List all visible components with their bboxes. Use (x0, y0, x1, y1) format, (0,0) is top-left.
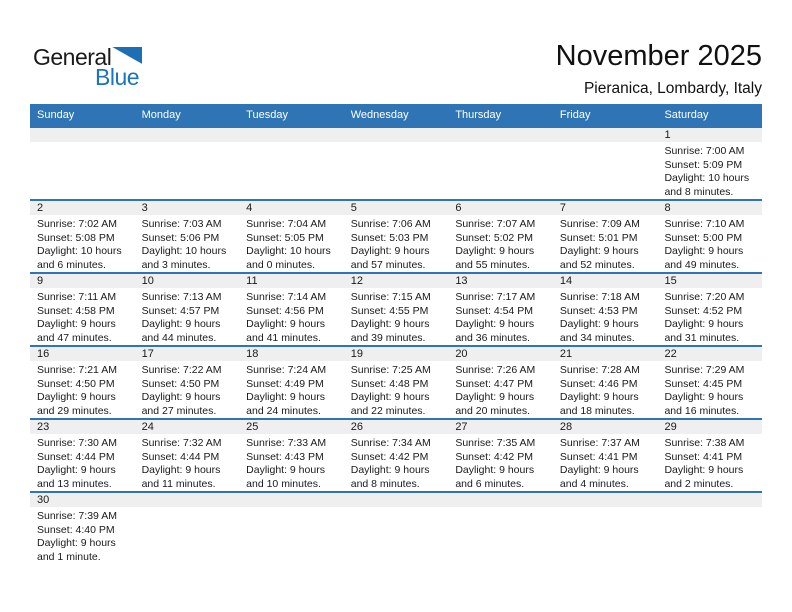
day-detail-line: Sunset: 4:42 PM (350, 450, 429, 463)
day-cell-7-details (553, 215, 658, 272)
day-number-22: 22 (664, 348, 677, 360)
day-number-11: 11 (246, 275, 258, 287)
day-detail-line: Sunset: 4:58 PM (37, 304, 115, 317)
weekday-header-friday: Friday (559, 109, 591, 121)
day-detail-line: Sunrise: 7:03 AM (141, 218, 222, 230)
day-number-band (30, 128, 762, 142)
day-number-16: 16 (37, 348, 50, 360)
day-detail-line: and 10 minutes. (246, 478, 321, 491)
day-details-band (30, 507, 762, 564)
day-detail-line: Sunrise: 7:11 AM (37, 291, 117, 303)
day-detail-line: Sunrise: 7:02 AM (37, 218, 117, 230)
day-detail-line: Sunset: 4:56 PM (246, 304, 324, 317)
day-detail-line: Daylight: 9 hours (350, 245, 430, 258)
logo-text-blue: Blue (95, 64, 140, 90)
day-detail-line: Sunset: 4:41 PM (559, 450, 638, 463)
day-number-empty (448, 493, 553, 507)
day-detail-line: Sunset: 4:49 PM (246, 377, 324, 390)
day-cell-empty (239, 142, 344, 199)
day-detail-line: Daylight: 9 hours (246, 318, 325, 331)
day-cell-empty (344, 507, 449, 564)
day-detail-line: Sunset: 4:45 PM (664, 377, 743, 390)
day-detail-line: Sunset: 4:57 PM (141, 304, 220, 317)
day-number-19: 19 (350, 348, 363, 360)
day-detail-line: and 0 minutes. (246, 259, 316, 272)
day-cell-16-details (30, 361, 135, 418)
day-detail-line: Daylight: 9 hours (455, 318, 535, 331)
day-number-26: 26 (350, 421, 363, 433)
day-detail-line: Daylight: 9 hours (664, 464, 744, 477)
day-detail-line: Sunset: 4:55 PM (350, 304, 429, 317)
day-cell-15-details (657, 288, 762, 345)
day-detail-line: Sunset: 4:54 PM (455, 304, 533, 317)
day-number-band (30, 347, 762, 361)
day-detail-line: Daylight: 10 hours (664, 172, 750, 185)
day-detail-line: Daylight: 9 hours (664, 245, 744, 258)
day-number-24: 24 (141, 421, 154, 433)
day-number-12: 12 (350, 275, 363, 287)
day-detail-line: Daylight: 10 hours (141, 245, 227, 258)
day-number-20: 20 (455, 348, 468, 360)
day-number-29: 29 (664, 421, 677, 433)
day-detail-line: and 8 minutes. (664, 186, 734, 199)
day-detail-line: Sunrise: 7:15 AM (350, 291, 431, 303)
weekday-header-wednesday: Wednesday (350, 109, 409, 121)
day-detail-line: and 6 minutes. (37, 259, 106, 272)
day-number-17: 17 (141, 348, 154, 360)
day-detail-line: Daylight: 9 hours (246, 464, 325, 477)
day-detail-line: Sunset: 5:06 PM (141, 231, 220, 244)
day-number-empty (239, 493, 344, 507)
calendar-grid (30, 104, 762, 564)
day-detail-line: Daylight: 10 hours (37, 245, 122, 258)
day-cell-23-details (30, 434, 135, 491)
general-blue-logo (33, 44, 142, 91)
day-number-2: 2 (37, 202, 44, 214)
day-detail-line: and 31 minutes. (664, 332, 740, 345)
day-detail-line: Sunset: 4:40 PM (37, 523, 115, 536)
day-detail-line: and 36 minutes. (455, 332, 531, 345)
day-number-21: 21 (559, 348, 573, 360)
day-detail-line: Sunset: 4:48 PM (350, 377, 429, 390)
day-detail-line: Sunset: 4:47 PM (455, 377, 533, 390)
day-cell-1-details (657, 142, 762, 199)
day-detail-line: Sunset: 4:53 PM (559, 304, 638, 317)
day-number-27: 27 (455, 421, 468, 433)
day-detail-line: Sunset: 4:44 PM (37, 450, 115, 463)
day-detail-line: Sunset: 5:03 PM (350, 231, 429, 244)
day-cell-empty (135, 507, 240, 564)
day-number-10: 10 (141, 275, 154, 287)
day-detail-line: Sunset: 5:09 PM (664, 158, 743, 171)
day-number-13: 13 (455, 275, 468, 287)
day-detail-line: and 11 minutes. (141, 478, 216, 491)
day-number-5: 5 (350, 202, 357, 214)
day-detail-line: Daylight: 9 hours (37, 391, 116, 404)
day-detail-line: and 57 minutes. (350, 259, 426, 272)
day-detail-line: Sunset: 5:00 PM (664, 231, 743, 244)
logo-text-general: General (33, 44, 112, 70)
day-cell-empty (448, 142, 553, 199)
location-subtitle: Pieranica, Lombardy, Italy (583, 80, 762, 97)
weekday-header-sunday: Sunday (37, 109, 75, 121)
day-detail-line: Sunset: 4:41 PM (664, 450, 743, 463)
day-cell-3-details (135, 215, 240, 272)
day-cell-18-details (239, 361, 344, 418)
day-number-7: 7 (559, 202, 567, 214)
day-cell-9-details (30, 288, 135, 345)
calendar-weeks (30, 126, 762, 564)
day-details-band (30, 434, 762, 491)
day-detail-line: and 44 minutes. (141, 332, 217, 345)
day-number-band (30, 420, 762, 434)
day-detail-line: Sunset: 5:01 PM (559, 231, 638, 244)
day-number-empty (657, 493, 762, 507)
day-detail-line: Daylight: 9 hours (455, 245, 535, 258)
day-number-empty (553, 493, 658, 507)
day-detail-line: Sunrise: 7:25 AM (350, 364, 431, 376)
day-cell-8-details (657, 215, 762, 272)
weekday-header-monday: Monday (141, 109, 181, 121)
day-number-empty (344, 493, 449, 507)
day-detail-line: and 4 minutes. (559, 478, 629, 491)
day-number-band (30, 493, 762, 507)
day-number-28: 28 (559, 421, 573, 433)
day-detail-line: and 1 minute. (37, 551, 101, 564)
day-detail-line: and 39 minutes. (350, 332, 426, 345)
day-number-18: 18 (246, 348, 259, 360)
day-detail-line: and 29 minutes. (37, 405, 112, 418)
day-cell-19-details (344, 361, 449, 418)
day-cell-30-details (30, 507, 135, 564)
day-detail-line: Daylight: 9 hours (141, 391, 221, 404)
day-detail-line: Daylight: 9 hours (350, 391, 430, 404)
week-row (30, 199, 762, 272)
day-detail-line: and 8 minutes. (350, 478, 420, 491)
day-detail-line: and 55 minutes. (455, 259, 531, 272)
day-detail-line: Sunrise: 7:07 AM (455, 218, 536, 230)
day-cell-29-details (657, 434, 762, 491)
day-cell-10-details (135, 288, 240, 345)
day-number-empty (448, 128, 553, 142)
day-detail-line: Sunrise: 7:09 AM (559, 218, 640, 230)
day-detail-line: Sunset: 4:44 PM (141, 450, 220, 463)
day-cell-22-details (657, 361, 762, 418)
day-detail-line: and 3 minutes. (141, 259, 211, 272)
title-block (556, 40, 762, 98)
day-detail-line: and 16 minutes. (664, 405, 740, 418)
day-number-9: 9 (37, 275, 44, 287)
day-detail-line: and 47 minutes. (37, 332, 112, 345)
weekday-header-tuesday: Tuesday (246, 109, 288, 121)
day-detail-line: Daylight: 9 hours (664, 318, 744, 331)
day-detail-line: and 24 minutes. (246, 405, 321, 418)
day-detail-line: Sunrise: 7:29 AM (664, 364, 745, 376)
day-detail-line: Sunrise: 7:10 AM (664, 218, 745, 230)
day-detail-line: Sunrise: 7:17 AM (455, 291, 536, 303)
week-row (30, 126, 762, 199)
day-detail-line: Daylight: 10 hours (246, 245, 331, 258)
day-detail-line: Sunrise: 7:24 AM (246, 364, 327, 376)
day-cell-empty (30, 142, 135, 199)
day-detail-line: Sunset: 4:52 PM (664, 304, 743, 317)
day-detail-line: Daylight: 9 hours (37, 464, 116, 477)
day-detail-line: Sunrise: 7:14 AM (246, 291, 327, 303)
day-number-4: 4 (246, 202, 253, 214)
day-cell-empty (135, 142, 240, 199)
day-cell-13-details (448, 288, 553, 345)
day-number-8: 8 (664, 202, 671, 214)
day-detail-line: and 49 minutes. (664, 259, 740, 272)
day-details-band (30, 215, 762, 272)
weekday-header-thursday: Thursday (455, 109, 502, 121)
day-cell-11-details (239, 288, 344, 345)
day-detail-line: Daylight: 9 hours (246, 391, 325, 404)
day-detail-line: Daylight: 9 hours (37, 318, 116, 331)
week-row (30, 345, 762, 418)
day-detail-line: Daylight: 9 hours (664, 391, 744, 404)
day-number-30: 30 (37, 494, 50, 506)
day-cell-empty (657, 507, 762, 564)
day-number-empty (30, 128, 135, 142)
day-number-1: 1 (664, 129, 671, 141)
day-cell-28-details (553, 434, 658, 491)
day-detail-line: Sunset: 5:02 PM (455, 231, 533, 244)
week-row (30, 418, 762, 491)
day-cell-12-details (344, 288, 449, 345)
day-detail-line: Sunset: 4:42 PM (455, 450, 533, 463)
day-detail-line: Daylight: 9 hours (559, 391, 639, 404)
day-detail-line: Sunrise: 7:13 AM (141, 291, 222, 303)
day-detail-line: Sunrise: 7:26 AM (455, 364, 536, 376)
day-details-band (30, 288, 762, 345)
day-number-23: 23 (37, 421, 50, 433)
day-detail-line: Sunrise: 7:34 AM (350, 437, 431, 449)
day-detail-line: and 22 minutes. (350, 405, 426, 418)
day-detail-line: Daylight: 9 hours (37, 537, 116, 550)
day-detail-line: and 18 minutes. (559, 405, 635, 418)
day-detail-line: Sunrise: 7:06 AM (350, 218, 431, 230)
day-cell-20-details (448, 361, 553, 418)
day-detail-line: Sunrise: 7:38 AM (664, 437, 745, 449)
month-title: November 2025 (555, 40, 762, 72)
day-cell-empty (448, 507, 553, 564)
day-detail-line: and 52 minutes. (559, 259, 635, 272)
day-detail-line: Sunrise: 7:37 AM (559, 437, 640, 449)
weekday-header-saturday: Saturday (664, 109, 709, 121)
day-detail-line: Daylight: 9 hours (559, 245, 639, 258)
day-detail-line: Daylight: 9 hours (141, 464, 221, 477)
day-detail-line: Sunrise: 7:20 AM (664, 291, 745, 303)
day-number-14: 14 (559, 275, 573, 287)
day-cell-empty (553, 142, 658, 199)
day-detail-line: Daylight: 9 hours (559, 318, 639, 331)
day-detail-line: Daylight: 9 hours (350, 318, 430, 331)
day-cell-14-details (553, 288, 658, 345)
week-row (30, 491, 762, 564)
day-number-3: 3 (141, 202, 148, 214)
day-cell-21-details (553, 361, 658, 418)
day-detail-line: Sunset: 4:50 PM (141, 377, 220, 390)
day-cell-25-details (239, 434, 344, 491)
day-cell-empty (553, 507, 658, 564)
day-detail-line: Daylight: 9 hours (350, 464, 430, 477)
day-cell-empty (344, 142, 449, 199)
day-detail-line: Sunrise: 7:18 AM (559, 291, 640, 303)
day-cell-26-details (344, 434, 449, 491)
day-detail-line: Sunset: 5:05 PM (246, 231, 324, 244)
day-detail-line: Daylight: 9 hours (141, 318, 221, 331)
day-detail-line: and 6 minutes. (455, 478, 525, 491)
day-number-25: 25 (246, 421, 259, 433)
day-cell-4-details (239, 215, 344, 272)
day-cell-27-details (448, 434, 553, 491)
day-detail-line: Sunrise: 7:39 AM (37, 510, 117, 522)
day-details-band (30, 142, 762, 199)
day-detail-line: and 27 minutes. (141, 405, 217, 418)
day-details-band (30, 361, 762, 418)
day-detail-line: and 34 minutes. (559, 332, 635, 345)
day-detail-line: Sunrise: 7:22 AM (141, 364, 222, 376)
day-number-band (30, 201, 762, 215)
day-number-6: 6 (455, 202, 462, 214)
logo-triangle-icon (112, 47, 142, 64)
day-cell-24-details (135, 434, 240, 491)
day-number-empty (239, 128, 344, 142)
day-number-empty (135, 493, 240, 507)
day-detail-line: and 41 minutes. (246, 332, 321, 345)
week-row (30, 272, 762, 345)
day-detail-line: Daylight: 9 hours (559, 464, 639, 477)
day-cell-empty (239, 507, 344, 564)
day-detail-line: and 13 minutes. (37, 478, 112, 491)
day-number-band (30, 274, 762, 288)
day-cell-17-details (135, 361, 240, 418)
day-detail-line: Sunrise: 7:00 AM (664, 145, 745, 157)
day-detail-line: Sunrise: 7:30 AM (37, 437, 117, 449)
day-number-empty (553, 128, 658, 142)
day-detail-line: Daylight: 9 hours (455, 391, 535, 404)
day-detail-line: Sunset: 4:50 PM (37, 377, 115, 390)
day-detail-line: Sunrise: 7:35 AM (455, 437, 536, 449)
day-detail-line: Sunrise: 7:33 AM (246, 437, 327, 449)
day-detail-line: Sunset: 4:43 PM (246, 450, 324, 463)
day-cell-6-details (448, 215, 553, 272)
day-detail-line: Sunrise: 7:21 AM (37, 364, 117, 376)
day-number-empty (135, 128, 240, 142)
day-number-empty (344, 128, 449, 142)
day-detail-line: and 20 minutes. (455, 405, 531, 418)
day-detail-line: Sunrise: 7:04 AM (246, 218, 327, 230)
day-detail-line: and 2 minutes. (664, 478, 734, 491)
day-cell-5-details (344, 215, 449, 272)
day-detail-line: Sunset: 5:08 PM (37, 231, 115, 244)
day-cell-2-details (30, 215, 135, 272)
day-detail-line: Sunrise: 7:28 AM (559, 364, 640, 376)
day-detail-line: Sunset: 4:46 PM (559, 377, 638, 390)
day-number-15: 15 (664, 275, 677, 287)
weekday-header-row (30, 104, 762, 126)
day-detail-line: Daylight: 9 hours (455, 464, 535, 477)
day-detail-line: Sunrise: 7:32 AM (141, 437, 222, 449)
